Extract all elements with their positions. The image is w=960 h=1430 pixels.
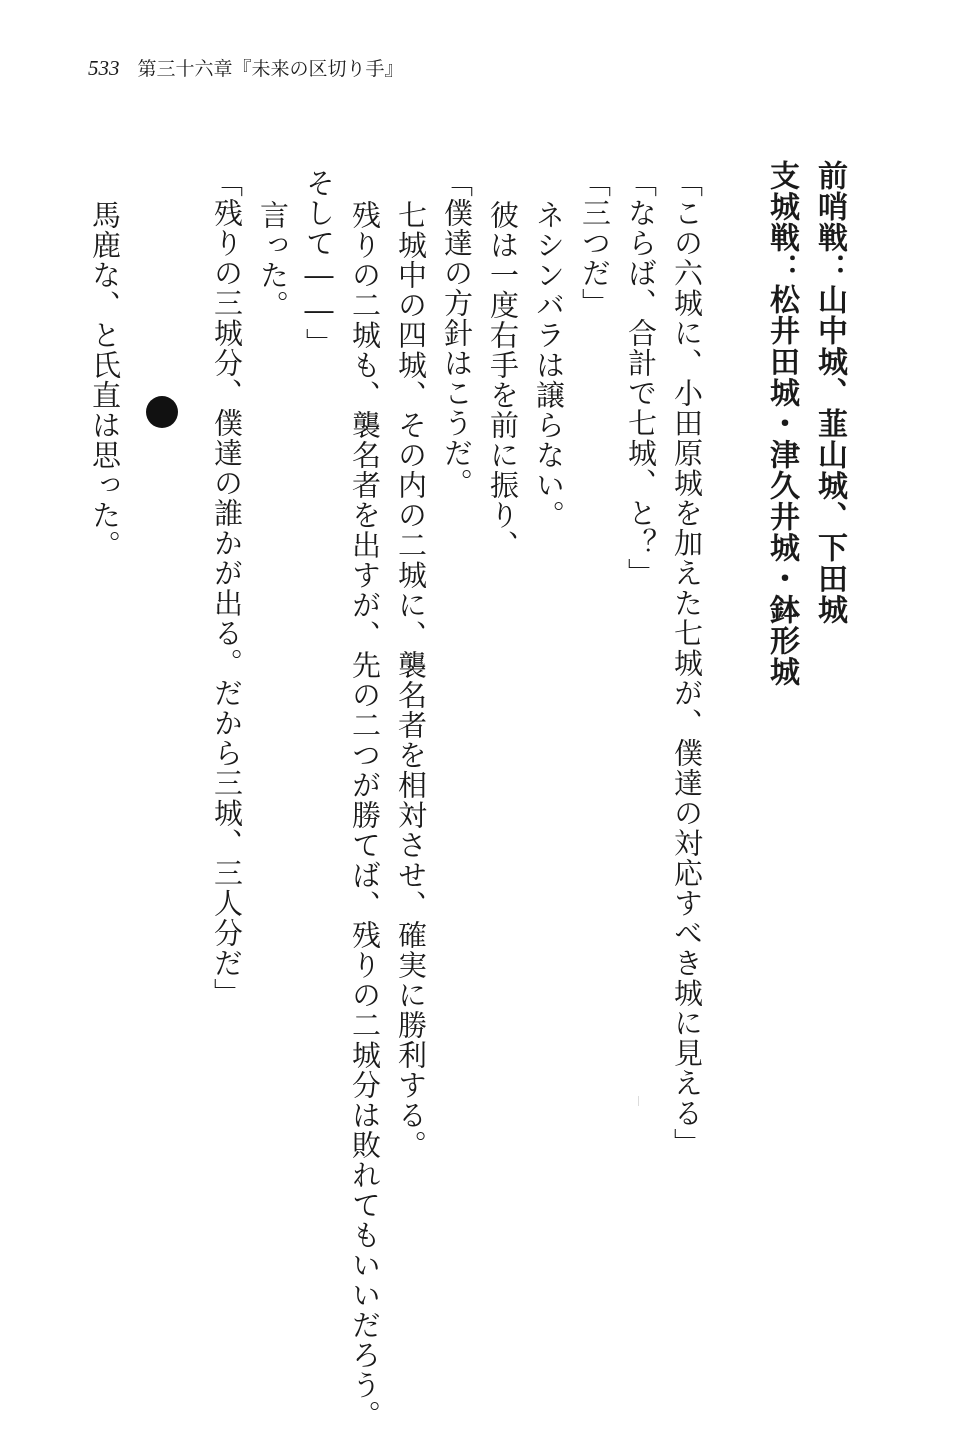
text-line: 残りの二城も、襲名者を出すが、先の二つが勝てば、残りの二城分は敗れてもいいだろう。	[348, 200, 382, 1430]
text-line: 彼は一度右手を前に振り、	[486, 200, 520, 560]
text-line: ネシンバラは譲らない。	[532, 200, 566, 530]
page-number: 533	[88, 56, 120, 80]
text-line: 「僕達の方針はこうだ。	[440, 168, 474, 498]
section-break-marker	[146, 396, 178, 428]
text-line: 「ならば、合計で七城、と？」	[624, 168, 658, 588]
text-line: 「この六城に、小田原城を加えた七城が、僕達の対応すべき城に見える」	[670, 168, 704, 1158]
text-line: 「三つだ」	[578, 168, 612, 318]
text-line: 「残りの三城分、僕達の誰かが出る。だから三城、三人分だ」	[210, 168, 244, 1008]
text-line: 七城中の四城、その内の二城に、襲名者を相対させ、確実に勝利する。	[394, 200, 428, 1160]
text-line: 馬鹿な、と氏直は思った。	[88, 200, 122, 560]
battle-list-line: 前哨戦：山中城、韮山城、下田城	[812, 160, 847, 625]
battle-list-line: 支城戦：松井田城・津久井城・鉢形城	[764, 160, 799, 687]
printer-mark	[638, 1096, 639, 1106]
text-line: そして――」	[302, 168, 336, 358]
running-header	[88, 54, 404, 81]
text-line: 言った。	[256, 200, 290, 320]
chapter-title: 第三十六章『未来の区切り手』	[137, 58, 404, 80]
